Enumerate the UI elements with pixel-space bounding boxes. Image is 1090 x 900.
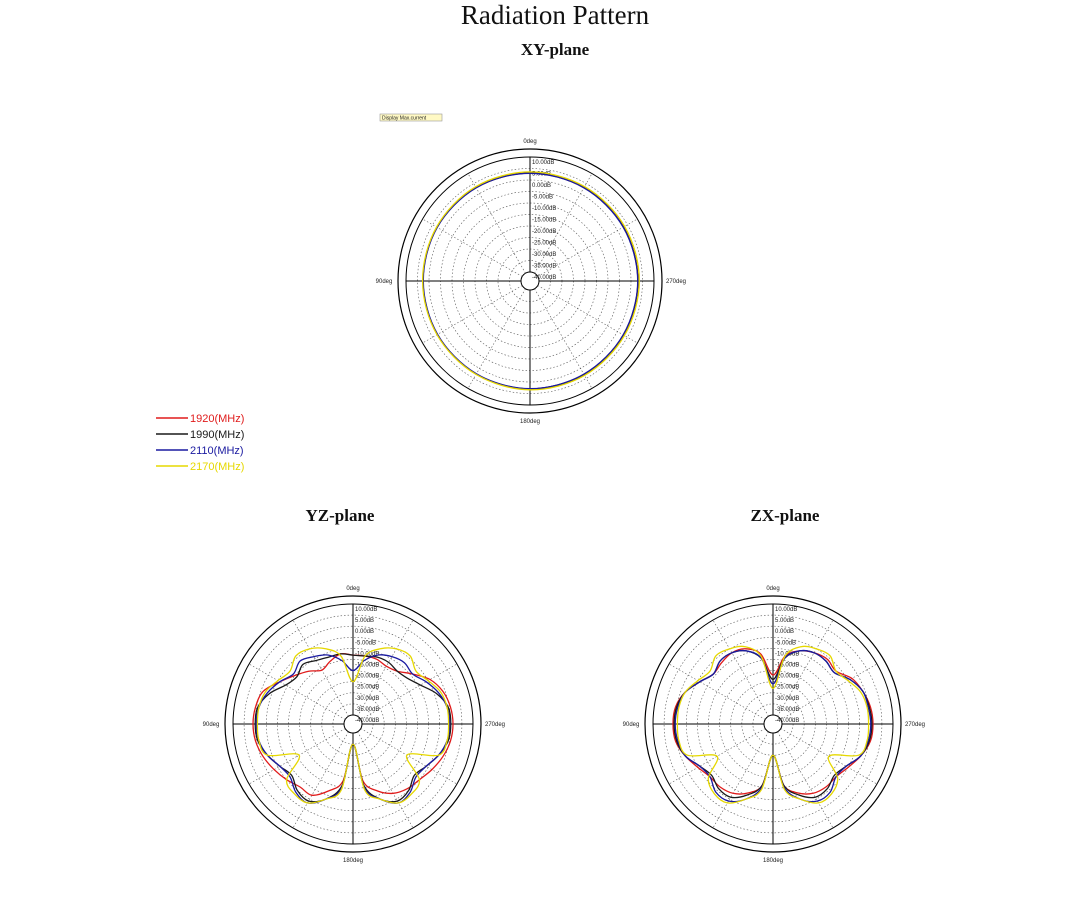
radial-label: 0.00dB <box>775 629 795 636</box>
radial-label: -15.00dB <box>775 662 800 669</box>
radial-label: -10.00dB <box>532 206 557 212</box>
radial-label: 10.00dB <box>532 160 555 166</box>
angle-label: 180deg <box>762 858 784 864</box>
angle-label: 90deg <box>375 279 393 285</box>
yz-plane-title: YZ-plane <box>305 506 375 525</box>
grid-spoke <box>468 174 526 274</box>
grid-spoke <box>669 664 765 720</box>
angle-label: 270deg <box>665 279 687 285</box>
legend <box>156 413 244 473</box>
legend-label: 1920(MHz) <box>190 413 245 425</box>
radial-label: 0.00dB <box>532 183 552 189</box>
radial-label: -25.00dB <box>355 684 380 691</box>
page-title: Radiation Pattern <box>460 0 650 30</box>
radial-label: -40.00dB <box>532 275 557 281</box>
radial-label: -20.00dB <box>775 673 800 680</box>
radial-label: -35.00dB <box>532 263 557 270</box>
radial-label: -25.00dB <box>532 240 557 247</box>
legend-label: 1990(MHz) <box>190 429 245 441</box>
radial-label: 5.00dB <box>775 618 795 625</box>
angle-label: 90deg <box>622 722 640 728</box>
radial-label: -5.00dB <box>532 194 554 201</box>
radial-label: 5.00dB <box>355 618 375 625</box>
radial-label: -10.00dB <box>355 651 380 658</box>
zx-plane-title: ZX-plane <box>750 506 820 525</box>
radial-label: 10.00dB <box>775 607 798 613</box>
radial-label: -30.00dB <box>775 695 800 702</box>
radial-label: 0.00dB <box>355 629 375 636</box>
zx-polar-chart <box>623 586 925 864</box>
grid-spoke <box>538 286 638 344</box>
radial-label: -25.00dB <box>775 684 800 691</box>
radial-label: -10.00dB <box>775 651 800 658</box>
radial-label: -35.00dB <box>775 706 800 713</box>
xy-plane-title: XY-plane <box>520 40 590 59</box>
note-text: Display Max.current <box>382 115 427 122</box>
xy-polar-chart <box>376 114 686 425</box>
angle-label: 0deg <box>766 586 780 592</box>
legend-label: 2170(MHz) <box>190 461 245 473</box>
radial-label: -35.00dB <box>355 706 380 713</box>
radial-label: -20.00dB <box>532 229 557 235</box>
radial-label: -15.00dB <box>532 217 557 224</box>
radial-label: -30.00dB <box>355 695 380 702</box>
radial-label: -5.00dB <box>775 640 797 647</box>
angle-label: 90deg <box>202 722 220 728</box>
legend-label: 2110(MHz) <box>190 445 244 457</box>
radial-label: 10.00dB <box>355 607 378 613</box>
radial-label: 5.00dB <box>532 171 552 178</box>
radial-label: -30.00dB <box>532 252 557 258</box>
angle-label: 180deg <box>342 858 364 864</box>
grid-spoke <box>293 732 349 828</box>
radial-label: -20.00dB <box>355 673 380 680</box>
grid-spoke <box>713 732 769 828</box>
radial-label: -15.00dB <box>355 662 380 669</box>
angle-label: 0deg <box>346 586 360 592</box>
radial-label: -40.00dB <box>775 718 800 724</box>
grid-spoke <box>535 289 593 389</box>
radial-label: -40.00dB <box>355 718 380 724</box>
angle-label: 270deg <box>904 722 926 728</box>
angle-label: 270deg <box>484 722 506 728</box>
radial-label: -5.00dB <box>355 640 377 647</box>
angle-label: 180deg <box>519 419 541 425</box>
yz-polar-chart <box>203 586 505 864</box>
angle-label: 0deg <box>523 139 537 145</box>
